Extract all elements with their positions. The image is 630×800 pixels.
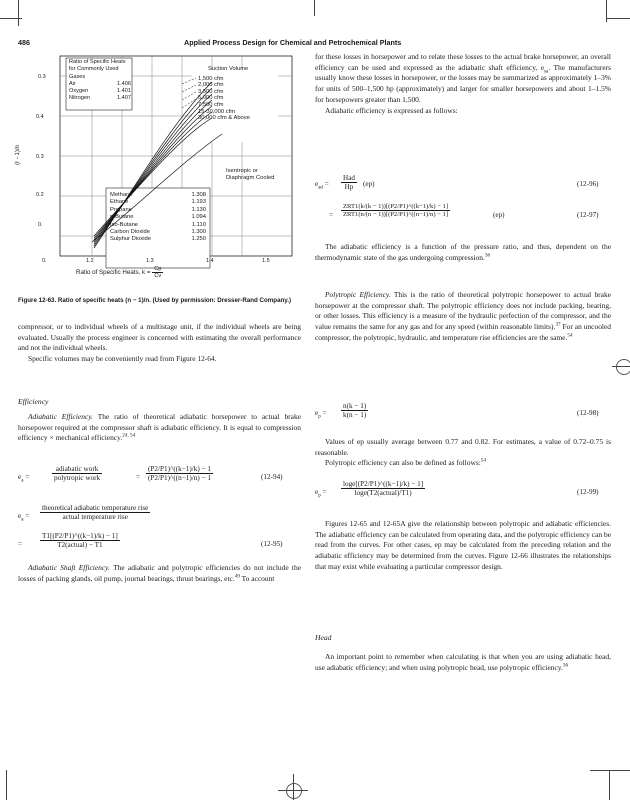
page-number: 486 bbox=[18, 38, 30, 47]
running-title: Applied Process Design for Chemical and Petrochemical Plants bbox=[184, 38, 402, 47]
equation-12-95: $e_a$ = $\frac{\text{theoretical adiabatic temperature rise}}{\text{actual temperature rise}}$ = $\frac{T1[(P2/P1)\^{}((k-1)/k) - 1]}{\text{T2(actual) − T1}}$ (12-95) bbox=[18, 504, 283, 549]
polytropic-block bbox=[315, 290, 611, 344]
gas-row: Ethane 1.193 bbox=[110, 199, 206, 206]
y-tick-5: 0. bbox=[38, 222, 43, 228]
figure-caption: Figure 12-63. Ratio of specific heats (n − 1)/n. (Used by permission: Dresser-Rand Company.) bbox=[18, 297, 292, 304]
equation-number: (12-94) bbox=[261, 473, 283, 481]
x-axis-label: Ratio of Specific Heats, k = $\frac{Cp}{Cv}$ bbox=[76, 266, 162, 279]
y-tick-3: 0.3 bbox=[36, 154, 44, 160]
suction-volume-legend bbox=[198, 66, 278, 122]
crop-mark-top-center bbox=[314, 0, 315, 16]
figure-12-63 bbox=[14, 52, 298, 292]
ratio-legend-title: Ratio of Specific Heats for Commonly Used Gases bbox=[69, 59, 126, 80]
gas-row: n-Butane 1.094 bbox=[110, 214, 206, 221]
right-para-6: Figures 12-65 and 12-65A give the relationship between polytropic and adiabatic efficiencies. The adiabatic efficiency can be calculated from operating data, and the polytropic efficiency can be read from the curves. For other cases, ep may be calculated from the preceding relation and the adiabatic efficiency may be determined from the curves. Figure 12-66 illustrates the relationships that may exist while evaluating a particular compressor design. bbox=[315, 519, 611, 571]
heading-head: Head bbox=[315, 633, 332, 642]
right-para-2: Adiabatic efficiency is expressed as follows: bbox=[325, 105, 458, 115]
suction-volume-item: 1,500 cfm bbox=[198, 75, 224, 82]
ratio-legend-top bbox=[69, 59, 131, 103]
adiabatic-efficiency-para: Adiabatic Efficiency. The ratio of theoretical adiabatic horsepower to actual brake horsepower required at the compressor shaft is adiabatic efficiency. It is equal to compression efficiency × mechanical efficiency.$^{24, 54}$ bbox=[18, 412, 301, 443]
suction-volume-item: 3,500 cfm bbox=[198, 88, 224, 95]
y-tick-2: 0.4 bbox=[36, 114, 44, 120]
right-column-mid bbox=[315, 242, 611, 263]
crop-mark-right bbox=[606, 18, 630, 19]
crop-mark-left bbox=[0, 18, 22, 19]
isentropic-label: Isentropic or Diaphragm Cooled bbox=[226, 168, 275, 181]
gas-row: Sulphur Dioxide 1.250 bbox=[110, 236, 206, 243]
crop-mark-top-left bbox=[18, 0, 19, 26]
crop-mark-bottom-right bbox=[609, 770, 610, 800]
equation-number: (12-97) bbox=[577, 211, 599, 219]
heading-efficiency: Efficiency bbox=[18, 397, 49, 406]
gas-row: Air 1.406 bbox=[69, 80, 131, 87]
suction-volume-item: 7,500 cfm bbox=[198, 101, 224, 108]
right-para-4: Values of ep usually average between 0.77 and 0.82. For estimates, a value of 0.72–0.75 is reasonable. bbox=[315, 437, 611, 457]
gas-row: Methane 1.308 bbox=[110, 192, 206, 198]
x-tick-3: 1.4 bbox=[206, 258, 214, 264]
right-column-figures bbox=[315, 519, 611, 573]
suction-volume-item: 2,000 cfm bbox=[198, 82, 224, 89]
registration-mark-right-h bbox=[612, 366, 630, 367]
equation-12-94: $e_a$ = $\frac{\text{adiabatic work}}{\text{polytropic work}}$ = $\frac{(P2/P1)\^{}((k-1)/k) - 1}{(P2/P1)\^{}((n-1)/n) - 1}$ (12-94) bbox=[18, 465, 283, 484]
right-column-top bbox=[315, 52, 611, 116]
gas-row: Oxygen 1.401 bbox=[69, 88, 131, 95]
y-axis-label: (r - 1)/n bbox=[14, 145, 21, 165]
crop-mark-bottom-left bbox=[6, 770, 7, 800]
equation-12-98: $e_p$ = $\frac{n(k - 1)}{k(n - 1)}$ (12-98) bbox=[315, 402, 599, 420]
crop-mark-bottom-right-h bbox=[590, 770, 630, 771]
adiabatic-efficiency-block bbox=[18, 412, 301, 444]
x-tick-2: 1.3 bbox=[146, 258, 154, 264]
registration-mark-bottom bbox=[286, 783, 302, 799]
gas-row: Nitrogen 1.407 bbox=[69, 95, 131, 102]
right-para-1: for these losses in horsepower and to relate these losses to the actual brake horsepower, an overall efficiency can be used and expressed as the adiabatic shaft efficiency, $e_{sa}$. The manufacturers usually know these losses in horsepower, or the losses may be summarized as approximately 1–3% for units of 500–1,500 hp (approximately) and larger for smaller horsepowers and about 1–1.5% for horsepowers greater than 1,500. bbox=[315, 52, 612, 104]
right-para-7: An important point to remember when calculating is that when you are using adiabatic head, use adiabatic efficiency; and when using polytropic head, use polytropic efficiency.$^{36}$ bbox=[315, 652, 611, 672]
right-column-head bbox=[315, 652, 611, 673]
equation-number: (12-96) bbox=[577, 180, 599, 188]
equation-number: (12-95) bbox=[261, 540, 283, 548]
equation-12-97: = $\frac{\text{ZRT1(k/(k − 1))[(P2/P1)\textasciicircum{}((k−1)/k) − 1]}}{\text{ZRT1(n/(n − 1))[(P2/P1)\textasciicircum{}((n−1)/n) − 1]}}$ (ep) (12-97) bbox=[329, 203, 599, 219]
registration-mark-bottom-v bbox=[293, 774, 294, 800]
y-tick-6: 0. bbox=[42, 258, 47, 264]
gas-row: Propane 1.130 bbox=[110, 206, 206, 213]
left-column bbox=[18, 322, 301, 365]
right-column-values bbox=[315, 437, 611, 469]
equation-number: (12-98) bbox=[577, 409, 599, 417]
suction-volume-title: Suction Volume bbox=[208, 66, 249, 72]
x-tick-4: 1.5 bbox=[262, 258, 270, 264]
suction-volume-item: 15-30,000 cfm bbox=[198, 108, 236, 115]
y-tick-4: 0.2 bbox=[36, 192, 44, 198]
polytropic-para: Polytropic Efficiency. This is the ratio of theoretical polytropic horsepower to actual brake horsepower at the compressor shaft. The polytropic efficiency does not include packing, bearing, or other losses. This efficiency is a measure of the hydraulic perfection of the compressor, and the value remains the same for any gas and for any speed (within reasonable limits).$^{37}$ For an uncooled compressor, the polytropic, hydraulic, and temperature rise efficiencies are the same.$^{54}$ bbox=[315, 290, 611, 342]
gas-row: Iso-Butane 1.110 bbox=[110, 221, 206, 228]
adiabatic-shaft-para: Adiabatic Shaft Efficiency. The adiabatic and polytropic efficiencies do not include the losses of packing glands, oil pump, journal bearings, thrust bearings, etc.$^{49}$ To account bbox=[18, 563, 301, 583]
ratio-legend-bottom bbox=[110, 192, 206, 244]
registration-mark-right bbox=[616, 359, 630, 375]
equation-12-99: $e_p$ = $\frac{\log e[(P2/P1)\^{}((k-1)/k) - 1]}{\text{loge(T2(actual)/T1)}}$ (12-99) bbox=[315, 480, 599, 499]
left-para-2: Specific volumes may be conveniently read from Figure 12-64. bbox=[28, 354, 217, 364]
suction-volume-item: 5,000 cfm bbox=[198, 95, 224, 102]
right-para-5: Polytropic efficiency can also be defined as follows:$^{54}$ bbox=[325, 457, 486, 468]
equation-number: (12-99) bbox=[577, 488, 599, 496]
y-tick-1: 0.3 bbox=[38, 74, 46, 80]
x-tick-1: 1.2 bbox=[86, 258, 94, 264]
left-para-1: compressor, or to individual wheels of a multistage unit, if the individual wheels are being evaluated. Usually the process engineer is concerned with estimating the overall performance and not the individual wheels. bbox=[18, 322, 301, 353]
equation-12-96: $e_{ad}$ = $\frac{\text{Had}}{Hp}$ (ep) (12-96) bbox=[315, 174, 599, 191]
adiabatic-shaft-block bbox=[18, 563, 301, 584]
gas-row: Carbon Dioxide 1.300 bbox=[110, 229, 206, 236]
right-para-3: The adiabatic efficiency is a function of the pressure ratio, and thus, dependent on the thermodynamic state of the gas undergoing compression.$^{36}$ bbox=[315, 242, 611, 262]
suction-volume-item: 30,000 cfm & Above bbox=[198, 115, 250, 122]
